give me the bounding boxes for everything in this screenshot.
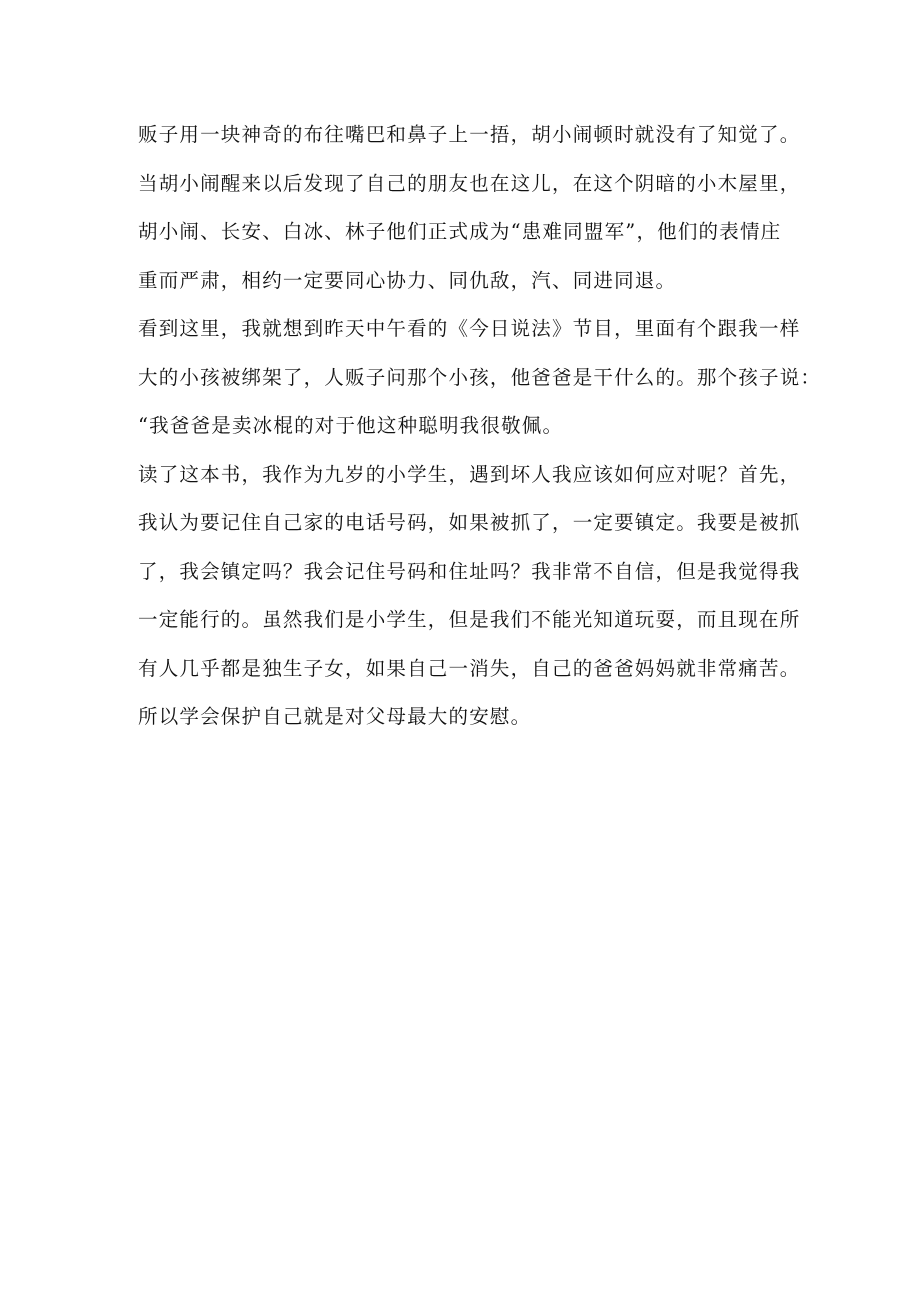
body-text [138, 111, 822, 742]
text-line: “我爸爸是卖冰棍的对于他这种聪明我很敬佩。 [138, 414, 564, 437]
text-line: 一定能行的。虽然我们是小学生，但是我们不能光知道玩耍，而且现在所 [138, 608, 801, 631]
text-line: 大的小孩被绑架了，人贩子问那个小孩，他爸爸是干什么的。那个孩子说： [138, 365, 822, 389]
text-line: 胡小闹、长安、白冰、林子他们正式成为“患难同盟军”，他们的表情庄 [138, 220, 782, 243]
text-line: 重而严肃，相约一定要同心协力、同仇敌，汽、同进同退。 [138, 268, 677, 292]
text-line: 我认为要记住自己家的电话号码，如果被抓了，一定要镇定。我要是被抓 [138, 511, 801, 534]
text-line: 了，我会镇定吗？我会记住号码和住址吗？我非常不自信，但是我觉得我 [138, 559, 801, 583]
text-line: 当胡小闹醒来以后发现了自己的朋友也在这儿，在这个阴暗的小木屋里， [138, 171, 801, 195]
text-line: 有人几乎都是独生子女，如果自己一消失，自己的爸爸妈妈就非常痛苦。 [138, 656, 801, 680]
text-line: 所以学会保护自己就是对父母最大的安慰。 [138, 705, 532, 728]
text-line: 看到这里，我就想到昨天中午看的《今日说法》节目，里面有个跟我一样 [138, 317, 801, 340]
text-line: 贩子用一块神奇的布往嘴巴和鼻子上一捂，胡小闹顿时就没有了知觉了。 [138, 123, 801, 146]
text-line: 读了这本书，我作为九岁的小学生，遇到坏人我应该如何应对呢？首先， [138, 462, 801, 486]
